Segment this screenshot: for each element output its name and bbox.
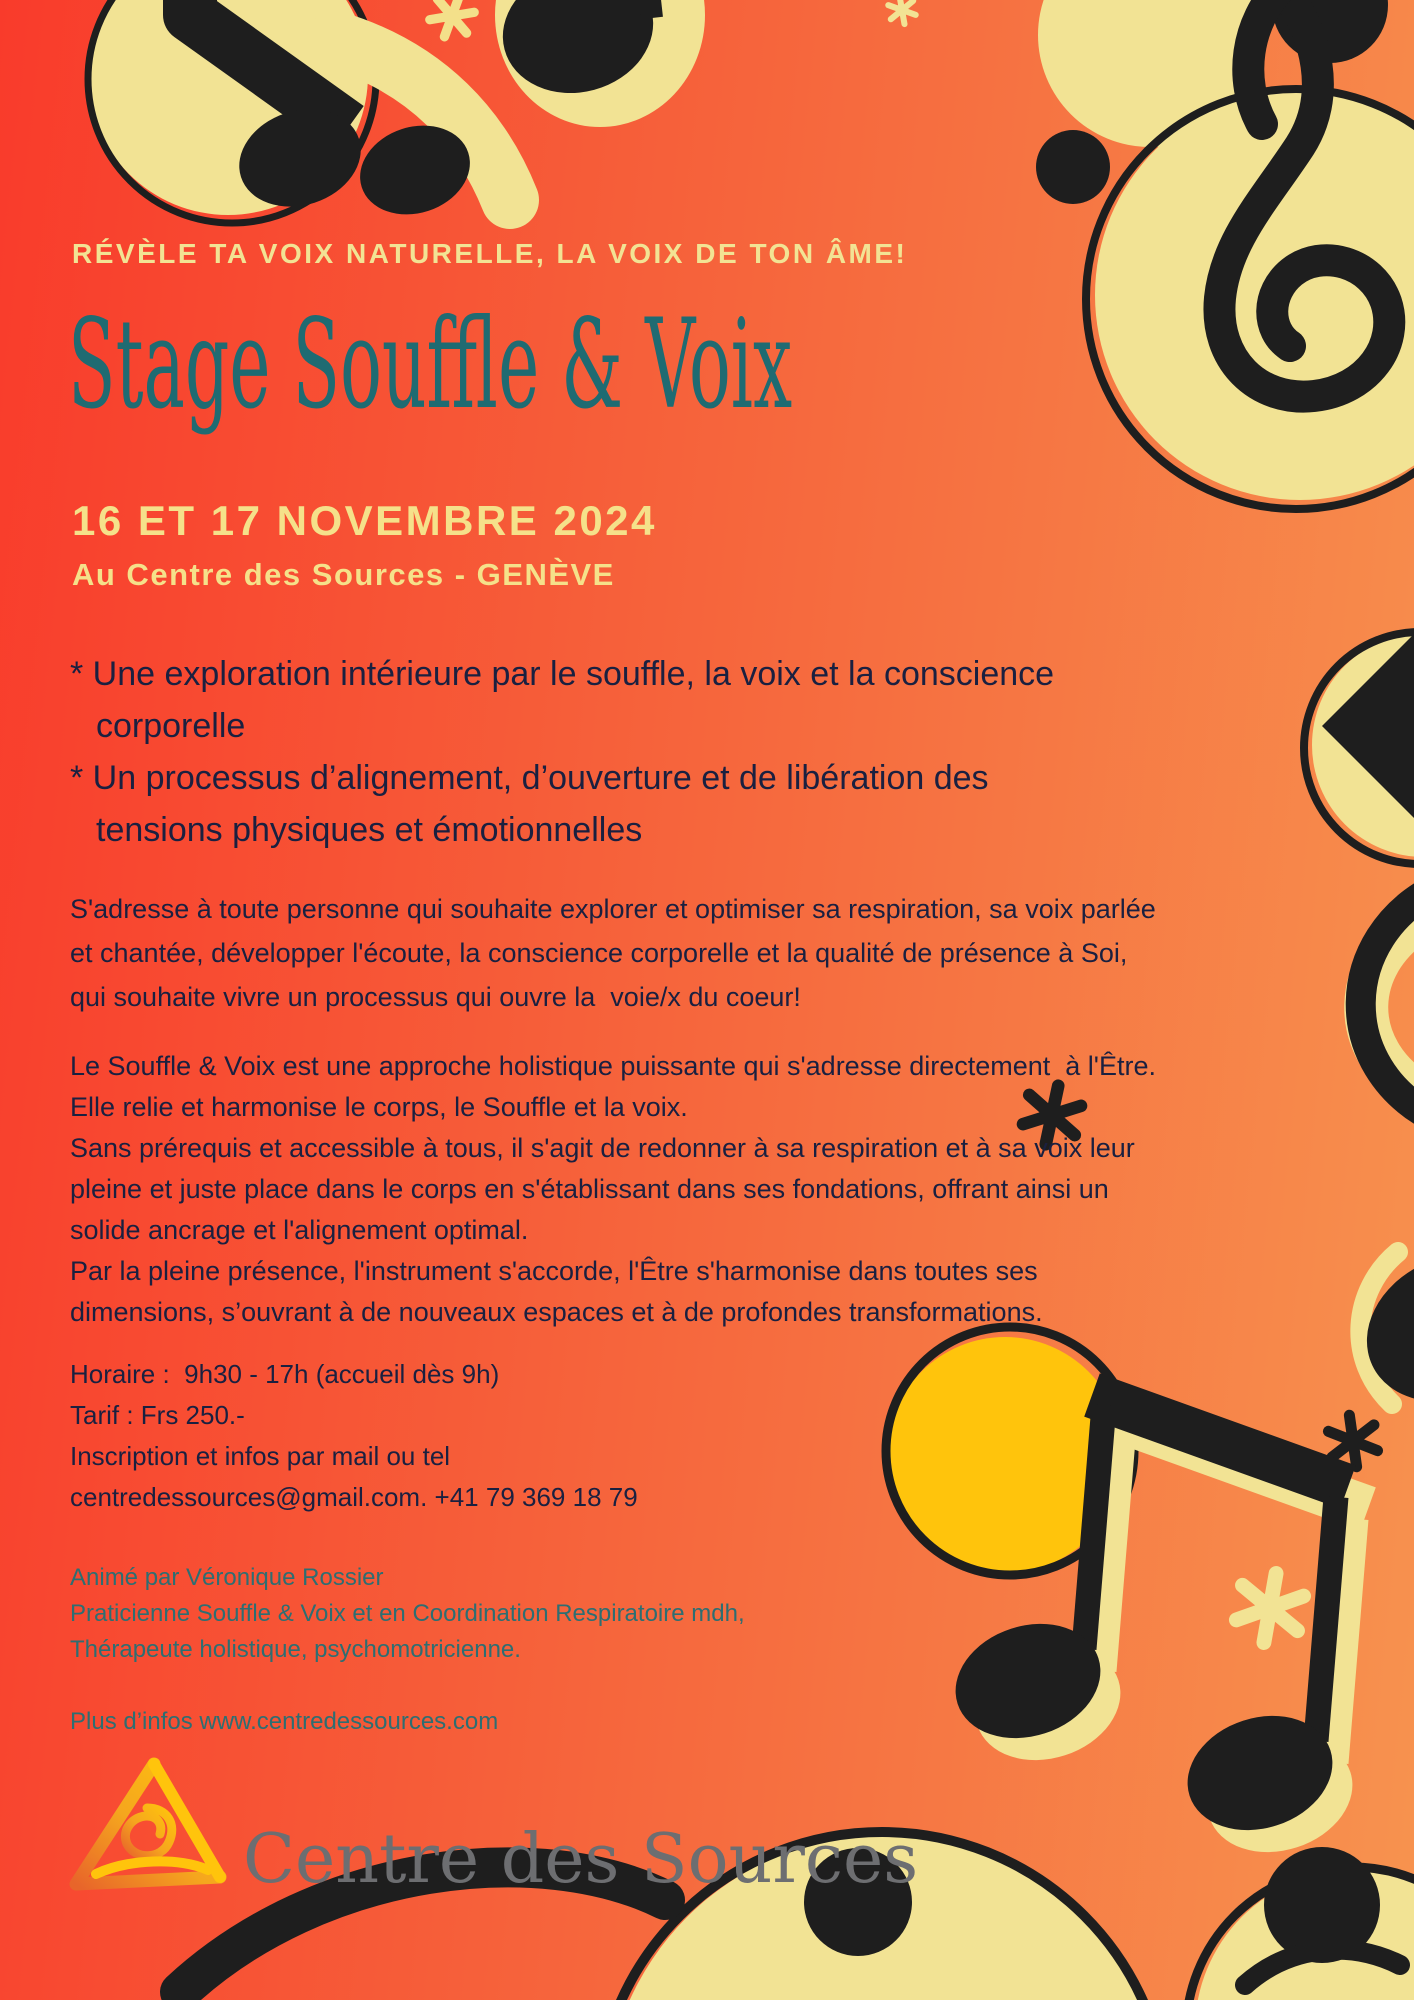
intro-paragraph	[70, 887, 1156, 1019]
facilitator-line: Animé par Véronique Rossier	[70, 1564, 384, 1591]
logo-text: Centre des Sources	[243, 1820, 919, 1899]
facilitator-line: Thérapeute holistique, psychomotricienne.	[70, 1636, 521, 1663]
tagline: RÉVÈLE TA VOIX NATURELLE, LA VOIX DE TON ÂME!	[72, 238, 908, 269]
note-head-right-edge-icon	[1343, 1227, 1414, 1428]
price-line: Tarif : Frs 250.-	[70, 1400, 245, 1430]
paragraph-line: qui souhaite vivre un processus qui ouvre la voie/x du coeur!	[70, 982, 801, 1012]
note-head-top-center-icon	[489, 0, 705, 127]
black-dot-icon	[1036, 130, 1110, 204]
event-date: 16 ET 17 NOVEMBRE 2024	[72, 497, 657, 544]
asterisk-cream-icon	[1233, 1568, 1306, 1648]
treble-clef-icon	[1036, 0, 1414, 509]
highlight-line: * Un processus d’alignement, d’ouverture et de libération des	[70, 759, 989, 797]
schedule-line: Horaire : 9h30 - 17h (accueil dès 9h)	[70, 1359, 500, 1389]
paragraph-line: Le Souffle & Voix est une approche holistique puissante qui s'adresse directement à l'Être.	[70, 1051, 1156, 1081]
highlights-block	[70, 648, 1054, 856]
facilitator-block	[70, 1560, 745, 1668]
inscription-line: Inscription et infos par mail ou tel	[70, 1441, 451, 1471]
flag-curve-right-icon	[1361, 888, 1414, 1118]
double-eighth-note-icon	[886, 1327, 1379, 1870]
event-venue: Au Centre des Sources - GENÈVE	[72, 557, 615, 592]
centre-des-sources-logo-icon	[76, 1764, 220, 1884]
paragraph-line: Sans prérequis et accessible à tous, il s'agit de redonner à sa respiration et à sa voix leur	[70, 1133, 1135, 1163]
highlight-line: corporelle	[96, 707, 246, 745]
highlight-line: tensions physiques et émotionnelles	[96, 811, 643, 849]
highlight-line: * Une exploration intérieure par le souffle, la voix et la conscience	[70, 655, 1055, 693]
paragraph-line: dimensions, s’ouvrant à de nouveaux espaces et à de profondes transformations.	[70, 1297, 1043, 1327]
paragraph-line: et chantée, développer l'écoute, la conscience corporelle et la qualité de présence à Soi,	[70, 938, 1128, 968]
sparkle-yellow-icon	[426, 0, 478, 43]
sparkle-cream-icon	[887, 0, 917, 26]
paragraph-line: S'adresse à toute personne qui souhaite explorer et optimiser sa respiration, sa voix parlée	[70, 894, 1156, 924]
page-title: Stage Souffle & Voix	[68, 293, 793, 437]
note-head-diamond-right-icon	[1304, 632, 1414, 864]
paragraph-line: Par la pleine présence, l'instrument s'accorde, l'Être s'harmonise dans toutes ses	[70, 1256, 1038, 1286]
details-block	[70, 1354, 638, 1518]
paragraph-line: pleine et juste place dans le corps en s'établissant dans ses fondations, offrant ainsi un	[70, 1174, 1109, 1204]
paragraph-line: Elle relie et harmonise le corps, le Souffle et la voix.	[70, 1092, 688, 1122]
more-info: Plus d’infos www.centredessources.com	[70, 1708, 499, 1735]
paragraph-line: solide ancrage et l'alignement optimal.	[70, 1215, 529, 1245]
facilitator-line: Praticienne Souffle & Voix et en Coordination Respiratoire mdh,	[70, 1600, 745, 1627]
description-paragraph	[70, 1046, 1156, 1333]
contact-line: centredessources@gmail.com. +41 79 369 18 79	[70, 1482, 638, 1512]
